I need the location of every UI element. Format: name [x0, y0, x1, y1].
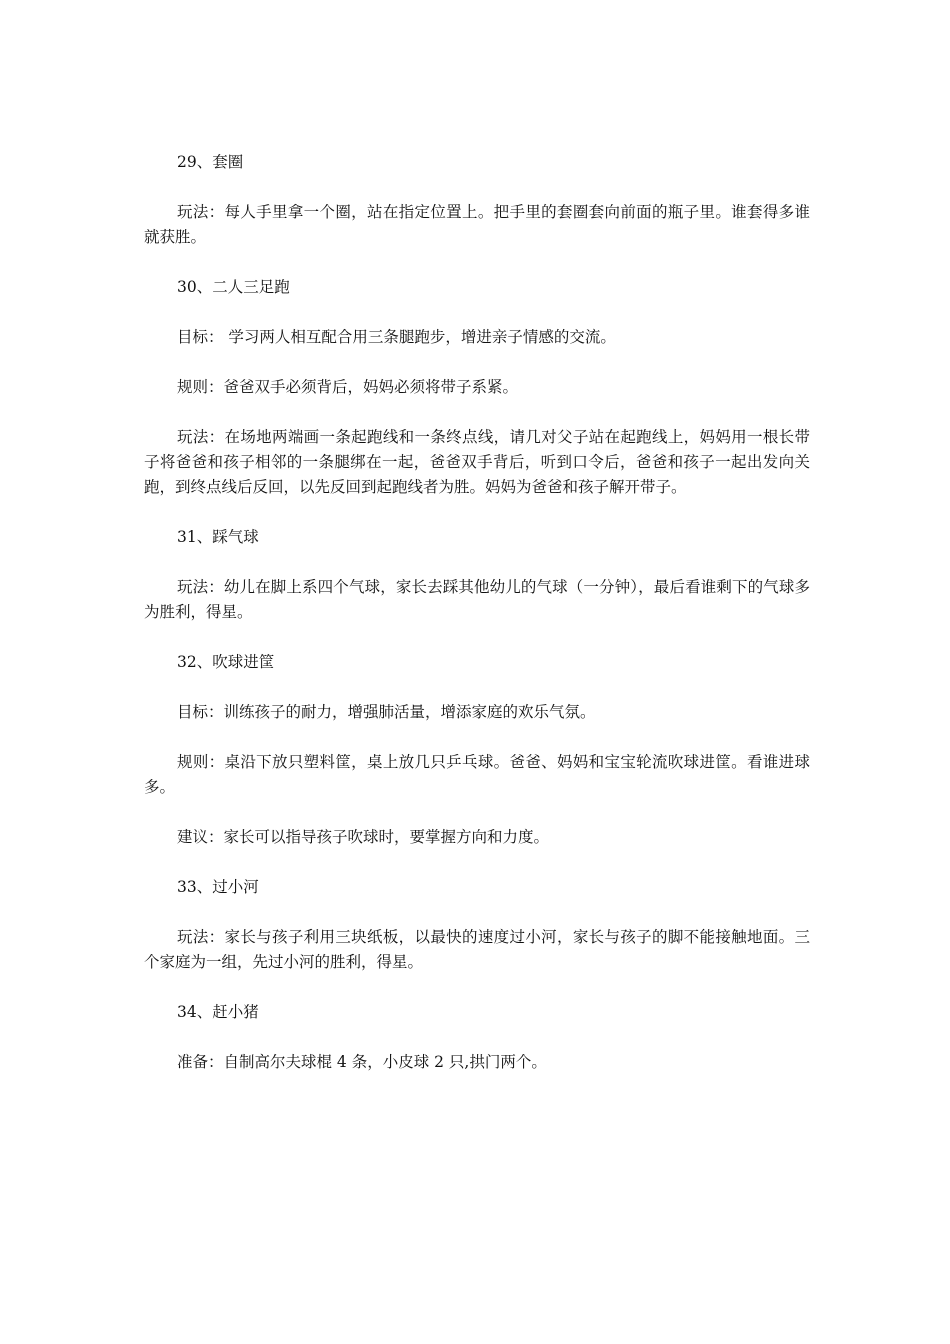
- paragraph-32-advice: 建议：家长可以指导孩子吹球时，要掌握方向和力度。: [177, 828, 550, 846]
- document-body: [144, 150, 810, 1100]
- section-heading-31: 31、踩气球: [177, 528, 259, 546]
- paragraph-30-play: 玩法：在场地两端画一条起跑线和一条终点线，请几对父子站在起跑线上，妈妈用一根长带子将爸爸和孩子相邻的一条腿绑在一起，爸爸双手背后，听到口令后，爸爸和孩子一起出发向关跑，到终点线后反回，以先反回到起跑线者为胜。妈妈为爸爸和孩子解开带子。: [144, 428, 810, 496]
- paragraph-32-goal: 目标：训练孩子的耐力，增强肺活量，增添家庭的欢乐气氛。: [177, 703, 596, 721]
- section-heading-33: 33、过小河: [177, 878, 259, 896]
- section-heading-34: 34、赶小猪: [177, 1003, 259, 1021]
- paragraph-33-play: 玩法：家长与孩子利用三块纸板，以最快的速度过小河，家长与孩子的脚不能接触地面。三个家庭为一组，先过小河的胜利，得星。: [144, 928, 810, 971]
- paragraph-32-rules: 规则：桌沿下放只塑料筐，桌上放几只乒乓球。爸爸、妈妈和宝宝轮流吹球进筐。看谁进球多。: [144, 753, 810, 796]
- section-heading-29: 29、套圈: [177, 153, 244, 171]
- paragraph-34-prep: 准备：自制高尔夫球棍 4 条，小皮球 2 只,拱门两个。: [177, 1053, 547, 1071]
- paragraph-30-goal: 目标： 学习两人相互配合用三条腿跑步，增进亲子情感的交流。: [177, 328, 616, 346]
- paragraph-31-play: 玩法：幼儿在脚上系四个气球，家长去踩其他幼儿的气球（一分钟），最后看谁剩下的气球多为胜利，得星。: [144, 578, 810, 621]
- paragraph-30-rules: 规则：爸爸双手必须背后，妈妈必须将带子系紧。: [177, 378, 519, 396]
- paragraph-29-rules: 玩法：每人手里拿一个圈，站在指定位置上。把手里的套圈套向前面的瓶子里。谁套得多谁就获胜。: [144, 203, 810, 246]
- section-heading-32: 32、吹球进筐: [177, 653, 275, 671]
- section-heading-30: 30、二人三足跑: [177, 278, 290, 296]
